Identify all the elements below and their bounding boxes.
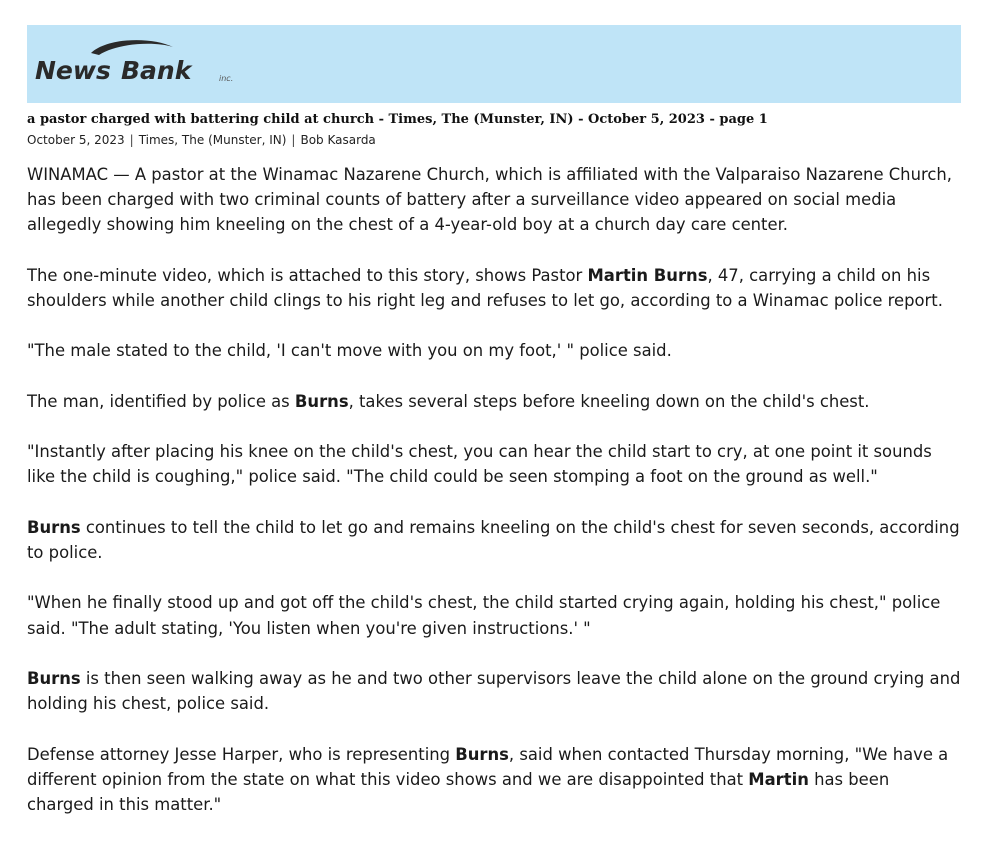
paragraph-text: "When he finally stood up and got off the child's chest, the child started crying again, holding his chest," police said. "The adult stating, 'You listen when you're given instructions.' " xyxy=(27,593,941,638)
header-banner xyxy=(27,25,961,103)
paragraph-text: The man, identified by police as xyxy=(27,391,295,411)
paragraph-text: , 47, carrying a child on his shoulders while another child clings to his right leg and refuses to let go, according to a Winamac police report. xyxy=(27,265,943,310)
paragraph-text: Defense attorney Jesse Harper, who is representing xyxy=(27,744,456,764)
paragraph-text: "Instantly after placing his knee on the child's chest, you can hear the child start to cry, at one point it sounds like the child is coughing," police said. "The child could be seen stomping a foot on the ground as well." xyxy=(27,442,932,487)
paragraph xyxy=(27,162,961,238)
meta-separator: | xyxy=(291,133,296,147)
logo-suffix: inc. xyxy=(219,74,234,83)
newsbank-logo[interactable] xyxy=(33,35,253,87)
paragraph-text: The one-minute video, which is attached to this story, shows Pastor xyxy=(27,265,588,285)
highlighted-term: Burns xyxy=(455,744,509,764)
highlighted-term: Martin Burns xyxy=(587,265,708,285)
paragraph-text: continues to tell the child to let go and remains kneeling on the child's chest for seven seconds, according to police. xyxy=(27,517,960,562)
article-date: October 5, 2023 xyxy=(27,133,125,147)
highlighted-term: Martin xyxy=(748,769,809,789)
article-meta xyxy=(27,132,961,148)
paragraph xyxy=(27,742,961,818)
paragraph xyxy=(27,263,961,313)
paragraph-text: , said when contacted Thursday morning, "We have a different opinion from the state on what this video shows and we are disappointed that xyxy=(27,744,949,789)
paragraph-text: WINAMAC — A pastor at the Winamac Nazarene Church, which is affiliated with the Valparaiso Nazarene Church, has been charged with two criminal counts of battery after a surveillance video appeared on social media allegedly showing him kneeling on the chest of a 4-year-old boy at a church day care center. xyxy=(27,165,952,235)
paragraph xyxy=(27,389,961,414)
article-body xyxy=(27,162,961,817)
paragraph-text: has been charged in this matter." xyxy=(27,769,890,814)
paragraph xyxy=(27,590,961,640)
article-author: Bob Kasarda xyxy=(300,133,376,147)
logo-word-bank: Bank xyxy=(121,56,192,85)
paragraph xyxy=(27,666,961,716)
highlighted-term: Burns xyxy=(294,391,349,411)
article-source: Times, The (Munster, IN) xyxy=(138,133,287,147)
paragraph xyxy=(27,338,961,363)
paragraph-text: "The male stated to the child, 'I can't move with you on my foot,' " police said. xyxy=(27,341,672,361)
meta-separator: | xyxy=(129,133,134,147)
article-page xyxy=(27,25,961,842)
logo-word-news: News xyxy=(35,56,111,85)
highlighted-term: Burns xyxy=(27,668,81,688)
paragraph xyxy=(27,515,961,565)
paragraph-text: , takes several steps before kneeling down on the child's chest. xyxy=(348,391,870,411)
highlighted-term: Burns xyxy=(27,517,81,537)
article-headline: a pastor charged with battering child at church - Times, The (Munster, IN) - October 5, 2023 - page 1 xyxy=(27,112,768,127)
paragraph xyxy=(27,439,961,489)
paragraph-text: is then seen walking away as he and two other supervisors leave the child alone on the ground crying and holding his chest, police said. xyxy=(27,668,961,714)
